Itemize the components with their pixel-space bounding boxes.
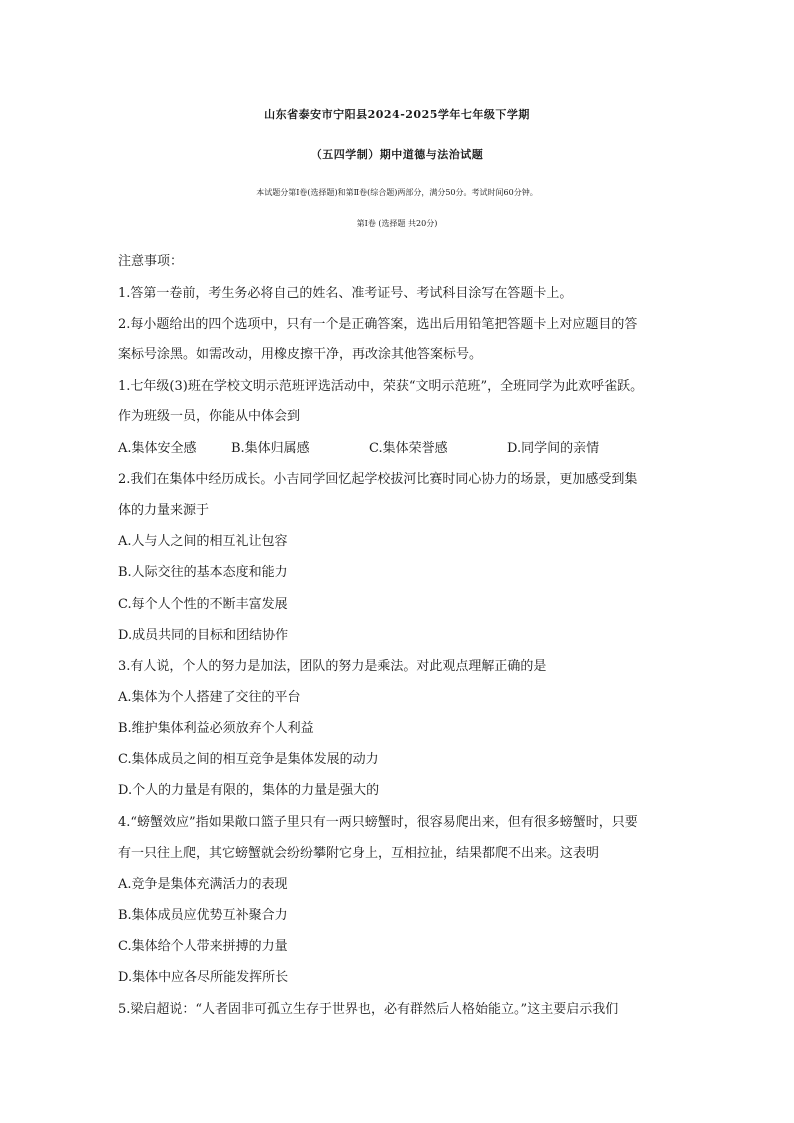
q4-stem-line1: 4.“螃蟹效应”指如果敞口篮子里只有一两只螃蟹时，很容易爬出来，但有很多螃蟹时，只要 [118, 815, 638, 830]
q1-option-b: B.集体归属感 [231, 441, 310, 456]
q2-option-a: A.人与人之间的相互礼让包容 [118, 534, 288, 549]
q2-option-b: B.人际交往的基本态度和能力 [118, 565, 288, 580]
notes-item-1: 1.答第一卷前，考生务必将自己的姓名、准考证号、考试科目涂写在答题卡上。 [118, 286, 573, 301]
q3-option-d: D.个人的力量是有限的，集体的力量是强大的 [118, 783, 380, 798]
notes-heading: 注意事项： [118, 254, 184, 269]
q4-option-d: D.集体中应各尽所能发挥所长 [118, 970, 289, 985]
q3-option-c: C.集体成员之间的相互竞争是集体发展的动力 [118, 752, 379, 767]
q3-option-b: B.维护集体利益必须放弃个人利益 [118, 721, 314, 736]
q3-stem: 3.有人说，个人的努力是加法，团队的努力是乘法。对此观点理解正确的是 [118, 659, 547, 674]
exam-intro: 本试题分第Ⅰ卷(选择题)和第Ⅱ卷(综合题)两部分，满分50分。考试时间60分钟。 [256, 188, 538, 197]
exam-title-line1: 山东省泰安市宁阳县2024-2025学年七年级下学期 [264, 108, 530, 121]
notes-item-2-line1: 2.每小题给出的四个选项中，只有一个是正确答案，选出后用铅笔把答题卡上对应题目的答 [118, 317, 638, 332]
q1-option-d: D.同学间的亲情 [507, 441, 600, 456]
q2-stem-line2: 体的力量来源于 [118, 503, 210, 518]
q4-stem-line2: 有一只往上爬，其它螃蟹就会纷纷攀附它身上，互相拉扯，结果都爬不出来。这表明 [118, 846, 600, 861]
q1-option-a: A.集体安全感 [118, 441, 197, 456]
q3-option-a: A.集体为个人搭建了交往的平台 [118, 690, 301, 705]
q1-option-c: C.集体荣誉感 [369, 441, 448, 456]
q2-stem-line1: 2.我们在集体中经历成长。小吉同学回忆起学校拔河比赛时同心协力的场景，更加感受到集 [118, 472, 638, 487]
exam-title-line2: （五四学制）期中道德与法治试题 [310, 148, 484, 161]
q1-stem-line1: 1.七年级(3)班在学校文明示范班评选活动中，荣获“文明示范班”，全班同学为此欢呼雀跃。 [118, 379, 644, 394]
q5-stem: 5.梁启超说：“人者固非可孤立生存于世界也，必有群然后人格始能立。”这主要启示我们 [118, 1002, 619, 1017]
q2-option-d: D.成员共同的目标和团结协作 [118, 628, 289, 643]
q2-option-c: C.每个人个性的不断丰富发展 [118, 597, 288, 612]
q4-option-b: B.集体成员应优势互补聚合力 [118, 908, 288, 923]
q1-stem-line2: 作为班级一员，你能从中体会到 [118, 409, 301, 424]
q4-option-a: A.竞争是集体充满活力的表现 [118, 877, 288, 892]
notes-item-2-line2: 案标号涂黑。如需改动，用橡皮擦干净，再改涂其他答案标号。 [118, 347, 483, 362]
section-heading: 第Ⅰ卷 (选择题 共20分) [356, 219, 438, 228]
q4-option-c: C.集体给个人带来拼搏的力量 [118, 939, 288, 954]
